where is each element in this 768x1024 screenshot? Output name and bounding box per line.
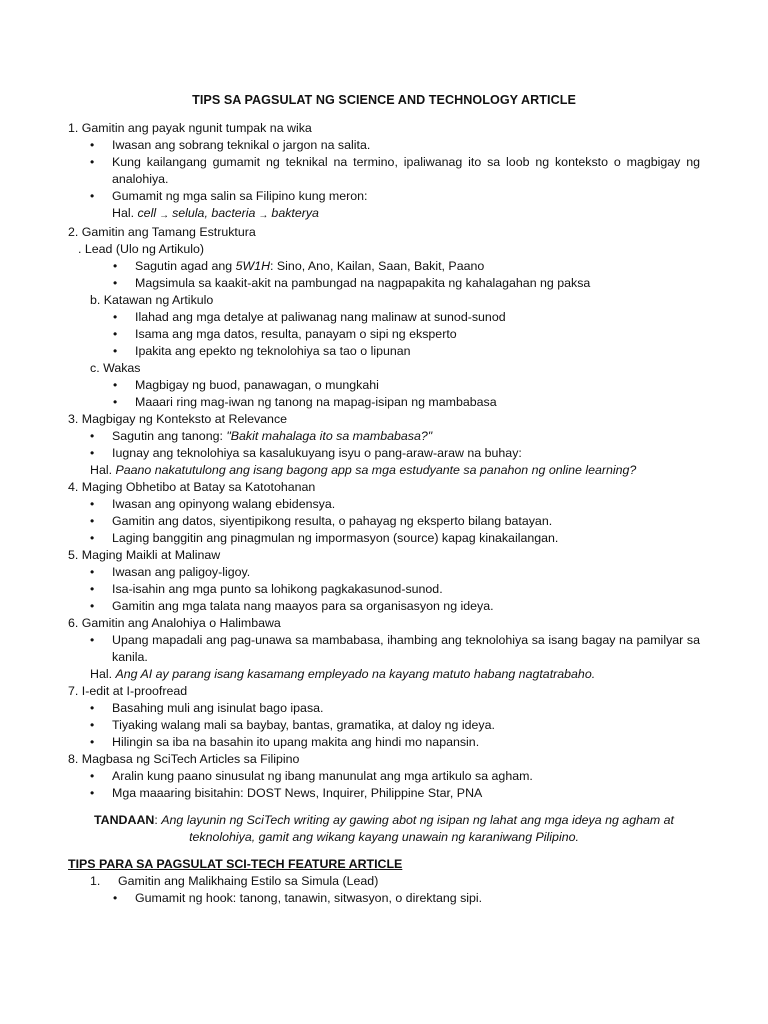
example-line — [68, 666, 700, 683]
list-item: 3. Magbigay ng Konteksto at Relevance — [68, 412, 288, 426]
example-text: Ang AI ay parang isang kasamang empleyado na kayang matuto habang nagtatrabaho. — [115, 667, 596, 681]
bullet-text: 5W1H — [235, 259, 271, 273]
list-item: 7. I-edit at I-proofread — [68, 684, 188, 698]
list-item: 4. Maging Obhetibo at Batay sa Katotohanan — [68, 480, 316, 494]
list-item: 5. Maging Maikli at Malinaw — [68, 548, 221, 562]
example-term: selula, bacteria — [172, 206, 256, 220]
bullet-item — [68, 258, 700, 275]
list-item: . Lead (Ulo ng Artikulo) — [78, 242, 205, 256]
example-text: Hal. — [90, 463, 116, 477]
reminder-note — [68, 812, 700, 846]
bullet-item: • Laging banggitin ang pinagmulan ng impormasyon (source) kapag kinakailangan. — [68, 530, 700, 547]
spacer — [68, 846, 700, 856]
example-text: Paano nakatutulong ang isang bagong app sa mga estudyante sa panahon ng online learning? — [115, 463, 637, 477]
list-item: c. Wakas — [90, 361, 141, 375]
bullet-item: • Ipakita ang epekto ng teknolohiya sa tao o lipunan — [68, 343, 700, 360]
example-text: Hal. — [90, 667, 116, 681]
example-term: cell — [137, 206, 157, 220]
reminder-label: TANDAAN — [94, 813, 155, 827]
bullet-item: • Magbigay ng buod, panawagan, o mungkahi — [68, 377, 700, 394]
document-title: TIPS SA PAGSULAT NG SCIENCE AND TECHNOLOGY ARTICLE — [192, 93, 576, 107]
example-line — [68, 205, 700, 224]
list-item: 2. Gamitin ang Tamang Estruktura — [68, 225, 256, 239]
bullet-item: • Iugnay ang teknolohiya sa kasalukuyang isyu o pang-araw-araw na buhay: — [68, 445, 700, 462]
document-body — [68, 120, 700, 907]
bullet-item: • Isa-isahin ang mga punto sa lohikong pagkakasunod-sunod. — [68, 581, 700, 598]
bullet-item: • Gamitin ang mga talata nang maayos para sa organisasyon ng ideya. — [68, 598, 700, 615]
arrow-icon: → — [159, 210, 170, 221]
reminder-separator: : — [154, 813, 162, 827]
bullet-item: • Iwasan ang opinyong walang ebidensya. — [68, 496, 700, 513]
example-prefix: Hal. — [112, 206, 138, 220]
bullet-item: • Iwasan ang sobrang teknikal o jargon na salita. — [68, 137, 700, 154]
item-text: Gamitin ang Malikhaing Estilo sa Simula (Lead) — [118, 874, 379, 888]
list-item: 8. Magbasa ng SciTech Articles sa Filipino — [68, 752, 300, 766]
bullet-item: • Aralin kung paano sinusulat ng ibang manunulat ang mga artikulo sa agham. — [68, 768, 700, 785]
bullet-item: • Mga maaaring bisitahin: DOST News, Inquirer, Philippine Star, PNA — [68, 785, 700, 802]
item-number: 1. — [90, 874, 101, 888]
bullet-item — [68, 428, 700, 445]
bullet-item: • Iwasan ang paligoy-ligoy. — [68, 564, 700, 581]
bullet-item: • Magsimula sa kaakit-akit na pambungad na nagpapakita ng kahalagahan ng paksa — [68, 275, 700, 292]
reminder-text: Ang layunin ng SciTech writing ay gawing abot ng isipan ng lahat ang mga ideya ng agham at teknolohiya, gamit ang wikang kayang unawain ng karaniwang Pilipino. — [161, 813, 674, 844]
bullet-item: • Kung kailangang gumamit ng teknikal na termino, ipaliwanag ito sa loob ng konteksto o magbigay ng analohiya. — [68, 154, 700, 188]
bullet-item: • Upang mapadali ang pag-unawa sa mambabasa, ihambing ang teknolohiya sa isang bagay na pamilyar sa kanila. — [68, 632, 700, 666]
bullet-text: Sagutin agad ang — [135, 259, 236, 273]
bullet-text: : Sino, Ano, Kailan, Saan, Bakit, Paano — [270, 259, 485, 273]
bullet-item: • Gamitin ang datos, siyentipikong resulta, o pahayag ng eksperto bilang batayan. — [68, 513, 700, 530]
example-term: bakterya — [271, 206, 319, 220]
numbered-item — [68, 873, 700, 890]
bullet-item: • Maaari ring mag-iwan ng tanong na mapag-isipan ng mambabasa — [68, 394, 700, 411]
list-item: 1. Gamitin ang payak ngunit tumpak na wika — [68, 121, 312, 135]
bullet-item: • Tiyaking walang mali sa baybay, bantas, gramatika, at daloy ng ideya. — [68, 717, 700, 734]
example-line — [68, 462, 700, 479]
section-heading: TIPS PARA SA PAGSULAT SCI-TECH FEATURE ARTICLE — [68, 857, 403, 871]
bullet-text: Sagutin ang tanong: — [112, 429, 227, 443]
arrow-icon: → — [258, 210, 269, 221]
bullet-item: • Gumamit ng mga salin sa Filipino kung meron: — [68, 188, 700, 205]
bullet-text: "Bakit mahalaga ito sa mambabasa?" — [226, 429, 433, 443]
bullet-item: • Gumamit ng hook: tanong, tanawin, sitwasyon, o direktang sipi. — [68, 890, 700, 907]
bullet-item: • Basahing muli ang isinulat bago ipasa. — [68, 700, 700, 717]
list-item: 6. Gamitin ang Analohiya o Halimbawa — [68, 616, 281, 630]
bullet-item: • Isama ang mga datos, resulta, panayam o sipi ng eksperto — [68, 326, 700, 343]
spacer — [68, 802, 700, 812]
bullet-item: • Ilahad ang mga detalye at paliwanag nang malinaw at sunod-sunod — [68, 309, 700, 326]
list-item: b. Katawan ng Artikulo — [90, 293, 214, 307]
bullet-item: • Hilingin sa iba na basahin ito upang makita ang hindi mo napansin. — [68, 734, 700, 751]
